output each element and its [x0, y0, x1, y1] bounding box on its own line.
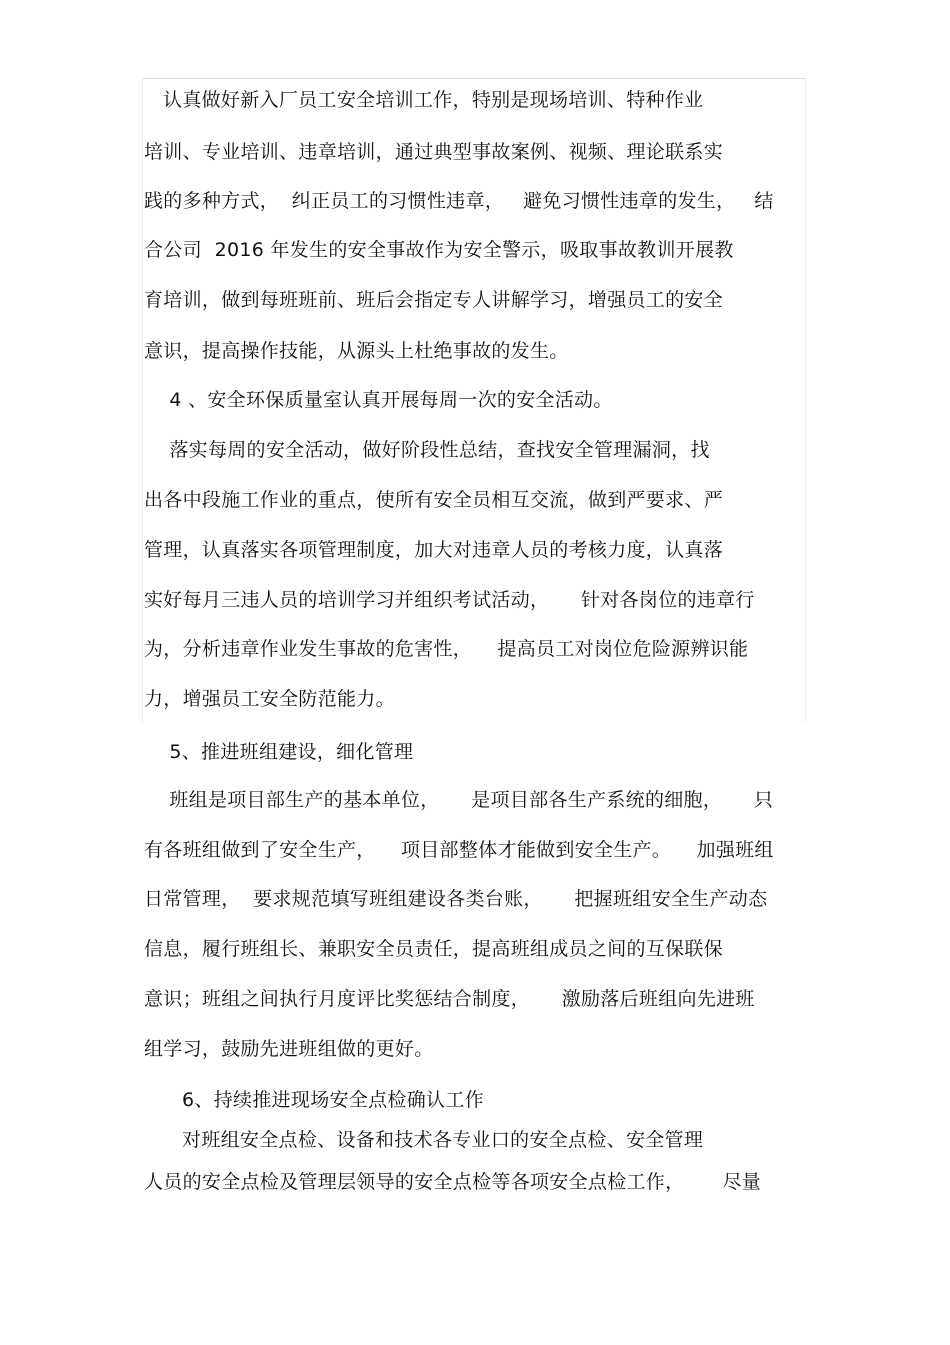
paragraph-line-17: 意识；班组之间执行月度评比奖惩结合制度， 激励落后班组向先进班	[144, 988, 755, 1010]
paragraph-line-19: 对班组安全点检、设备和技术各专业口的安全点检、安全管理	[144, 1129, 704, 1151]
paragraph-line-5: 育培训，做到每班班前、班后会指定专人讲解学习，增强员工的安全	[144, 289, 724, 311]
section-heading-4: 4 、安全环保质量室认真开展每周一次的安全活动。	[144, 389, 613, 411]
paragraph-line-2: 培训、专业培训、违章培训，通过典型事故案例、视频、理论联系实	[144, 141, 724, 163]
paragraph-line-7: 落实每周的安全活动，做好阶段性总结，查找安全管理漏洞，找	[144, 439, 710, 461]
section-heading-6: 6、持续推进现场安全点检确认工作	[144, 1089, 484, 1111]
paragraph-line-16: 信息，履行班组长、兼职安全员责任，提高班组成员之间的互保联保	[144, 938, 724, 960]
paragraph-line-4: 合公司 2016 年发生的安全事故作为安全警示，吸取事故教训开展教	[144, 239, 734, 261]
paragraph-line-11: 为，分析违章作业发生事故的危害性， 提高员工对岗位危险源辨识能	[144, 638, 749, 660]
paragraph-line-20: 人员的安全点检及管理层领导的安全点检等各项安全点检工作， 尽量	[144, 1171, 762, 1193]
paragraph-line-6: 意识，提高操作技能，从源头上杜绝事故的发生。	[144, 340, 569, 362]
paragraph-line-10: 实好每月三违人员的培训学习并组织考试活动， 针对各岗位的违章行	[144, 589, 755, 611]
paragraph-line-12: 力，增强员工安全防范能力。	[144, 688, 395, 710]
paragraph-line-9: 管理，认真落实各项管理制度，加大对违章人员的考核力度，认真落	[144, 539, 724, 561]
paragraph-line-18: 组学习，鼓励先进班组做的更好。	[144, 1038, 434, 1060]
paragraph-line-8: 出各中段施工作业的重点，使所有安全员相互交流，做到严要求、严	[144, 489, 724, 511]
paragraph-line-3: 践的多种方式， 纠正员工的习惯性违章， 避免习惯性违章的发生， 结	[144, 190, 774, 212]
paragraph-line-15: 日常管理， 要求规范填写班组建设各类台账， 把握班组安全生产动态	[144, 888, 768, 910]
paragraph-line-13: 班组是项目部生产的基本单位， 是项目部各生产系统的细胞， 只	[144, 789, 774, 811]
section-heading-5: 5、推进班组建设，细化管理	[144, 741, 414, 763]
paragraph-line-1: 认真做好新入厂员工安全培训工作，特别是现场培训、特种作业	[144, 89, 704, 111]
paragraph-line-14: 有各班组做到了安全生产， 项目部整体才能做到安全生产。 加强班组	[144, 839, 774, 861]
